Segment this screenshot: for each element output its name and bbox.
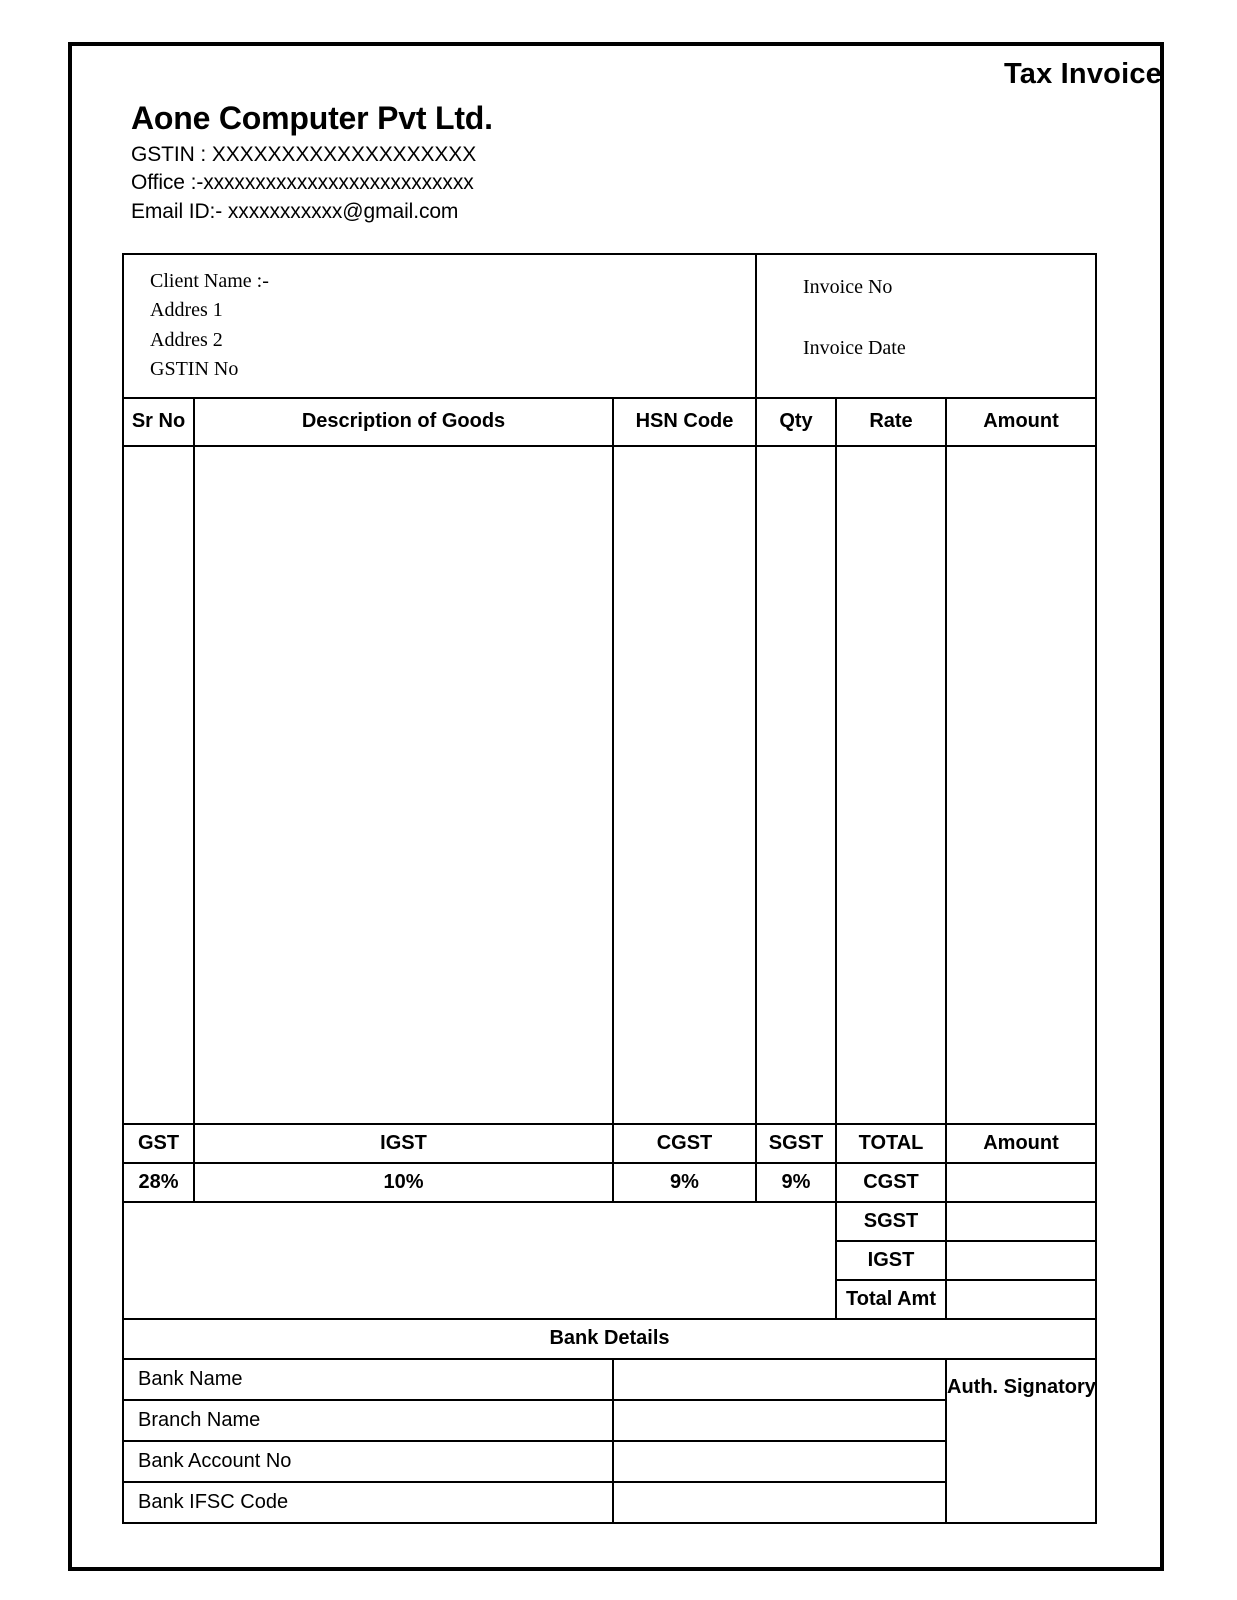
cgst-value: 9% xyxy=(613,1163,756,1202)
total-row-label-igst: IGST xyxy=(836,1241,946,1280)
total-row-value-cgst[interactable] xyxy=(946,1163,1096,1202)
bank-label-account-no: Bank Account No xyxy=(123,1441,613,1482)
total-row-value-sgst[interactable] xyxy=(946,1202,1096,1241)
column-header-description: Description of Goods xyxy=(194,398,613,446)
total-row-value-total-amt[interactable] xyxy=(946,1280,1096,1319)
column-header-rate: Rate xyxy=(836,398,946,446)
total-row-value-igst[interactable] xyxy=(946,1241,1096,1280)
bank-value-ifsc-code[interactable] xyxy=(613,1482,946,1523)
client-address-1: Addres 1 xyxy=(150,299,223,322)
column-header-amount: Amount xyxy=(946,398,1096,446)
column-header-hsn-code: HSN Code xyxy=(613,398,756,446)
invoice-meta-cell xyxy=(756,254,1096,398)
gst-values-row xyxy=(123,1163,1096,1202)
document-title: Tax Invoice xyxy=(1003,58,1162,90)
client-name-label: Client Name :- xyxy=(150,270,269,292)
bank-row-bank-name xyxy=(123,1359,1096,1400)
gst-label: GST xyxy=(123,1124,194,1163)
party-meta-row xyxy=(123,254,1096,398)
gst-header-row xyxy=(123,1124,1096,1163)
company-email: Email ID:- xxxxxxxxxxx@gmail.com xyxy=(131,199,459,223)
bank-label-bank-name: Bank Name xyxy=(123,1359,613,1400)
bank-details-title: Bank Details xyxy=(123,1319,1096,1359)
invoice-table xyxy=(122,253,1097,1524)
igst-value: 10% xyxy=(194,1163,613,1202)
total-row-label-total-amt: Total Amt xyxy=(836,1280,946,1319)
summary-blank-area-2 xyxy=(123,1241,836,1280)
column-header-qty: Qty xyxy=(756,398,836,446)
client-gstin-no: GSTIN No xyxy=(150,358,239,381)
total-row-total-amt xyxy=(123,1280,1096,1319)
company-name: Aone Computer Pvt Ltd. xyxy=(131,100,493,136)
bank-value-bank-name[interactable] xyxy=(613,1359,946,1400)
items-cell-rate[interactable] xyxy=(836,446,946,1124)
items-cell-amount[interactable] xyxy=(946,446,1096,1124)
cgst-label: CGST xyxy=(613,1124,756,1163)
igst-label: IGST xyxy=(194,1124,613,1163)
sgst-value: 9% xyxy=(756,1163,836,1202)
auth-signatory-block[interactable]: Auth. Signatory xyxy=(946,1359,1096,1523)
summary-blank-area-1 xyxy=(123,1202,836,1241)
bank-value-account-no[interactable] xyxy=(613,1441,946,1482)
items-header-row xyxy=(123,398,1096,446)
company-office-address: Office :-xxxxxxxxxxxxxxxxxxxxxxxxxx xyxy=(131,171,474,195)
invoice-no-value[interactable] xyxy=(803,302,1095,334)
items-cell-description[interactable] xyxy=(194,446,613,1124)
total-row-sgst xyxy=(123,1202,1096,1241)
invoice-date-label: Invoice Date xyxy=(803,337,906,359)
items-cell-sr-no[interactable] xyxy=(123,446,194,1124)
party-details-cell xyxy=(123,254,756,398)
company-details xyxy=(131,100,831,226)
summary-blank-area-3 xyxy=(123,1280,836,1319)
bank-value-branch-name[interactable] xyxy=(613,1400,946,1441)
client-address-2: Addres 2 xyxy=(150,328,223,351)
items-cell-hsn-code[interactable] xyxy=(613,446,756,1124)
gst-value: 28% xyxy=(123,1163,194,1202)
items-body-row xyxy=(123,446,1096,1124)
column-header-sr-no: Sr No xyxy=(123,398,194,446)
bank-label-branch-name: Branch Name xyxy=(123,1400,613,1441)
company-gstin: GSTIN : XXXXXXXXXXXXXXXXXXX xyxy=(131,142,477,166)
totals-amount-header: Amount xyxy=(946,1124,1096,1163)
bank-label-ifsc-code: Bank IFSC Code xyxy=(123,1482,613,1523)
items-cell-qty[interactable] xyxy=(756,446,836,1124)
bank-details-title-row xyxy=(123,1319,1096,1359)
total-row-igst xyxy=(123,1241,1096,1280)
totals-head-label: TOTAL xyxy=(836,1124,946,1163)
invoice-no-label: Invoice No xyxy=(803,276,893,298)
sgst-label: SGST xyxy=(756,1124,836,1163)
total-row-label-cgst: CGST xyxy=(836,1163,946,1202)
total-row-label-sgst: SGST xyxy=(836,1202,946,1241)
